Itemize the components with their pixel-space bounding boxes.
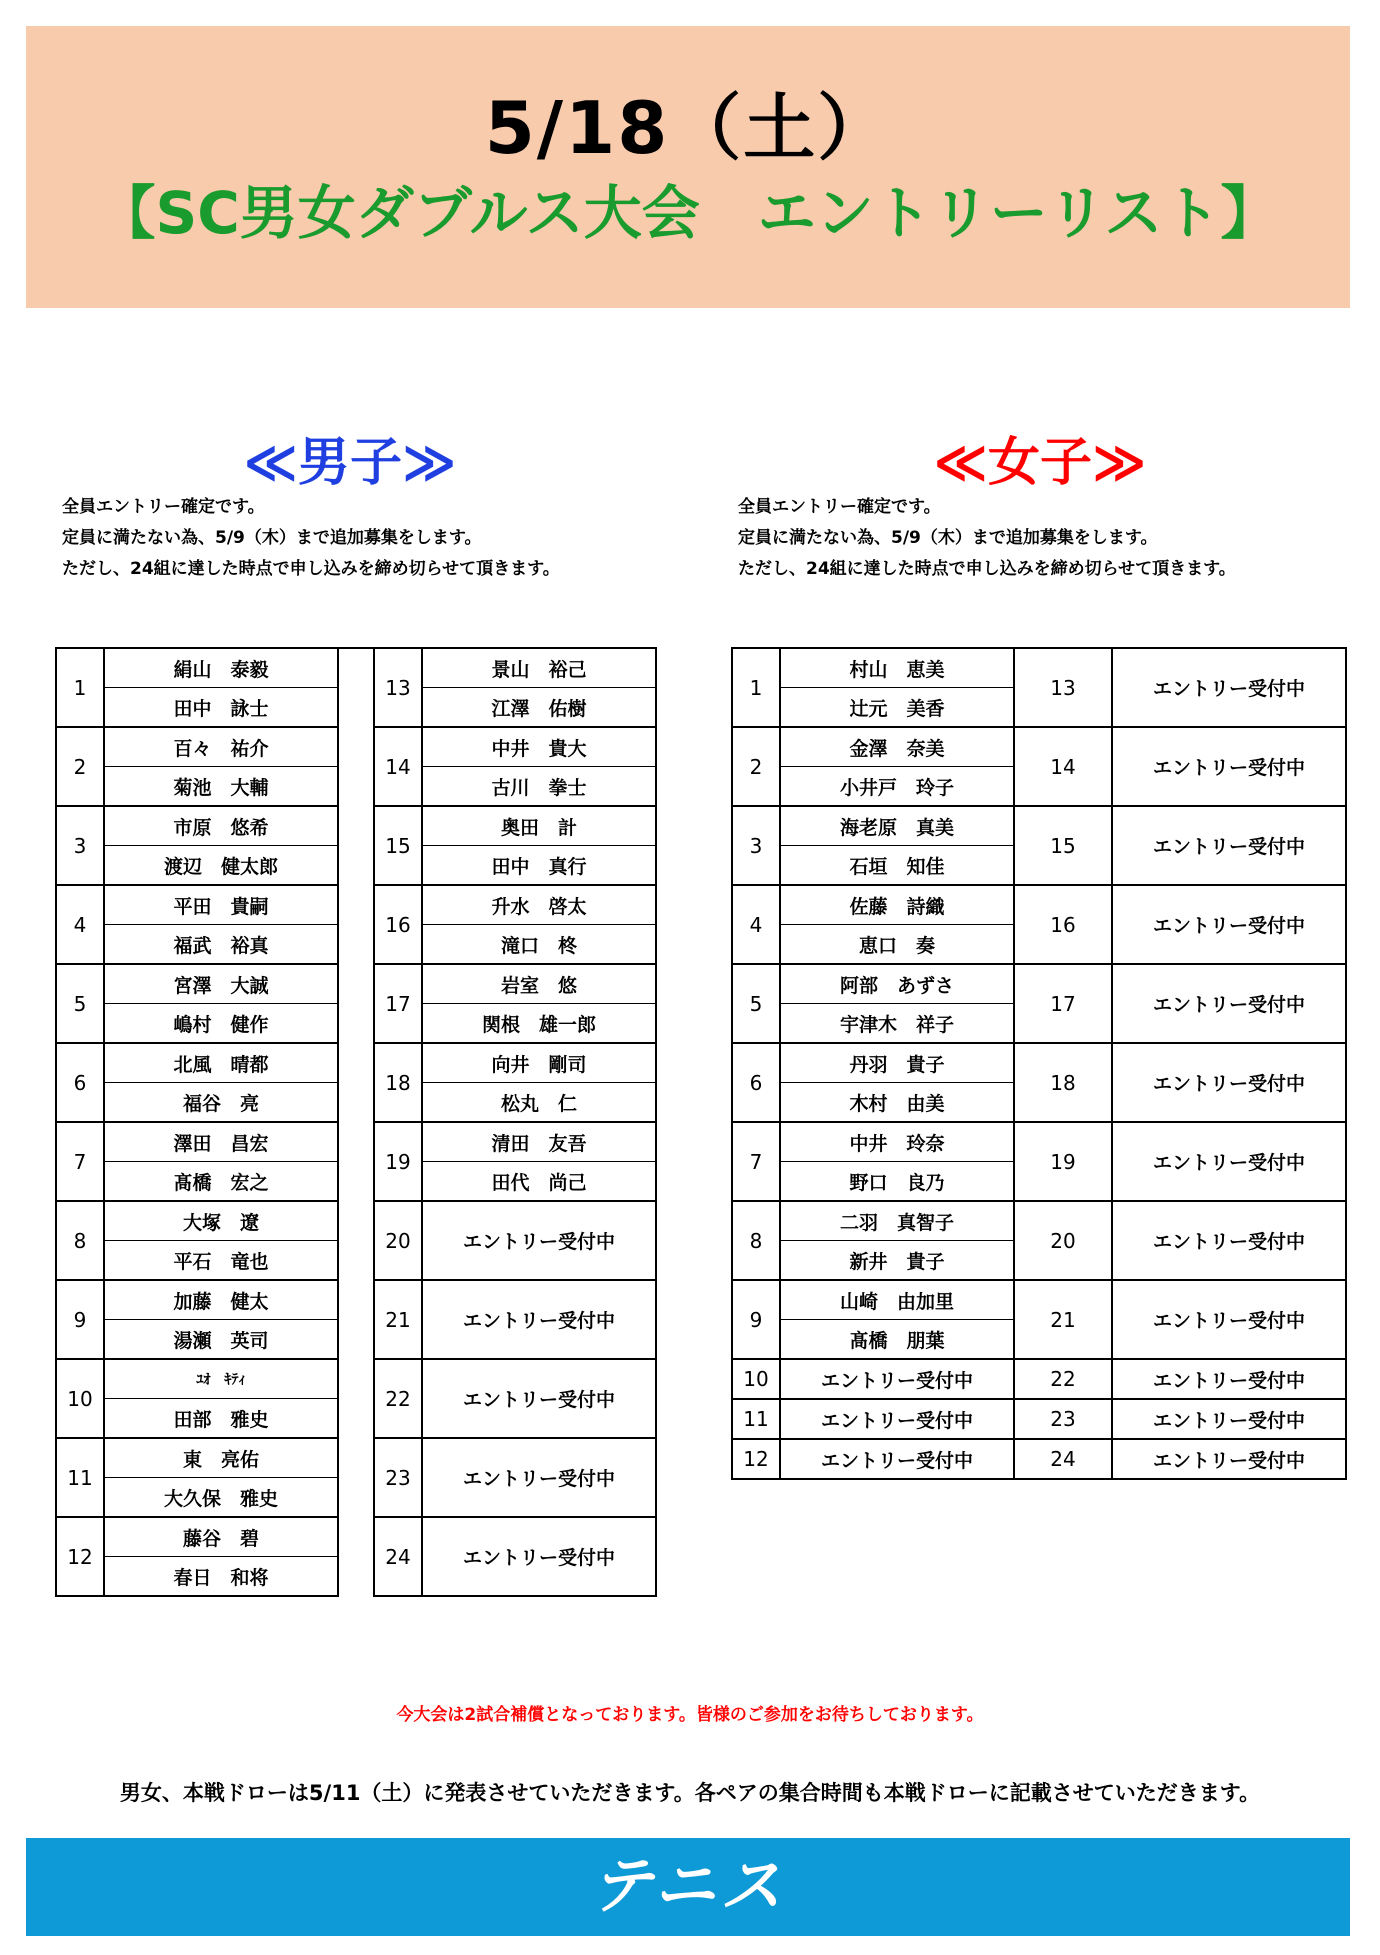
- entry-open-label: エントリー受付中: [1112, 885, 1346, 964]
- player-name: 田中 真行: [422, 846, 656, 886]
- player-name: 升水 啓太: [422, 885, 656, 925]
- women-notes: [738, 492, 1378, 585]
- player-name: 景山 裕己: [422, 648, 656, 688]
- notice-red: 今大会は2試合補償となっております。皆様のご参加をお待ちしております。: [396, 1705, 984, 1725]
- table-row: [732, 885, 1346, 925]
- pair-number: 4: [56, 885, 104, 964]
- pair-number: 18: [1014, 1043, 1112, 1122]
- player-name: 菊池 大輔: [104, 767, 338, 807]
- player-name: 古川 拳士: [422, 767, 656, 807]
- pair-number: 23: [1014, 1399, 1112, 1439]
- player-name: 大久保 雅史: [104, 1478, 338, 1518]
- men-notes: [62, 492, 702, 585]
- player-name: 澤田 昌宏: [104, 1122, 338, 1162]
- column-gap: [338, 1201, 374, 1280]
- table-row: [732, 1122, 1346, 1162]
- table-row: [56, 1043, 656, 1083]
- pair-number: 21: [1014, 1280, 1112, 1359]
- player-name: 木村 由美: [780, 1083, 1014, 1123]
- column-gap: [338, 885, 374, 964]
- player-name: 田代 尚己: [422, 1162, 656, 1202]
- entry-open-label: エントリー受付中: [1112, 1122, 1346, 1201]
- pair-number: 22: [1014, 1359, 1112, 1399]
- player-name: 平石 竜也: [104, 1241, 338, 1281]
- table-row: [732, 1043, 1346, 1083]
- player-name: 滝口 柊: [422, 925, 656, 965]
- women-note-line: ただし、24組に達した時点で申し込みを締め切らせて頂きます。: [738, 559, 1236, 579]
- table-row: [56, 1122, 656, 1162]
- column-gap: [338, 1438, 374, 1517]
- player-name: ﾕｵ ｷﾃｨ: [104, 1359, 338, 1399]
- entry-open-label: エントリー受付中: [422, 1517, 656, 1596]
- entry-open-label: エントリー受付中: [1112, 1043, 1346, 1122]
- entry-open-label: エントリー受付中: [422, 1280, 656, 1359]
- player-name: 小井戸 玲子: [780, 767, 1014, 807]
- pair-number: 7: [732, 1122, 780, 1201]
- player-name: 渡辺 健太郎: [104, 846, 338, 886]
- player-name: 阿部 あずさ: [780, 964, 1014, 1004]
- pair-number: 2: [732, 727, 780, 806]
- player-name: 加藤 健太: [104, 1280, 338, 1320]
- player-name: 丹羽 貴子: [780, 1043, 1014, 1083]
- player-name: 山崎 由加里: [780, 1280, 1014, 1320]
- pair-number: 6: [732, 1043, 780, 1122]
- player-name: 奥田 計: [422, 806, 656, 846]
- pair-number: 5: [56, 964, 104, 1043]
- column-gap: [338, 648, 374, 727]
- player-name: 田部 雅史: [104, 1399, 338, 1439]
- entry-open-label: エントリー受付中: [780, 1399, 1014, 1439]
- player-name: 藤谷 碧: [104, 1517, 338, 1557]
- pair-number: 18: [374, 1043, 422, 1122]
- player-name: 福谷 亮: [104, 1083, 338, 1123]
- women-note-line: 定員に満たない為、5/9（木）まで追加募集をします。: [738, 528, 1158, 548]
- column-gap: [338, 964, 374, 1043]
- player-name: 村山 恵美: [780, 648, 1014, 688]
- player-name: 松丸 仁: [422, 1083, 656, 1123]
- column-gap: [338, 1517, 374, 1596]
- pair-number: 23: [374, 1438, 422, 1517]
- pair-number: 7: [56, 1122, 104, 1201]
- player-name: 石垣 知佳: [780, 846, 1014, 886]
- pair-number: 3: [732, 806, 780, 885]
- pair-number: 3: [56, 806, 104, 885]
- men-entry-table: [55, 647, 657, 1597]
- pair-number: 17: [1014, 964, 1112, 1043]
- player-name: 嶋村 健作: [104, 1004, 338, 1044]
- table-row: [56, 1359, 656, 1399]
- men-note-line: 全員エントリー確定です。: [62, 497, 265, 517]
- pair-number: 15: [374, 806, 422, 885]
- women-entry-table: [731, 647, 1347, 1480]
- entry-open-label: エントリー受付中: [1112, 1399, 1346, 1439]
- pair-number: 12: [56, 1517, 104, 1596]
- pair-number: 6: [56, 1043, 104, 1122]
- column-gap: [338, 1280, 374, 1359]
- table-row: [732, 806, 1346, 846]
- column-gap: [338, 727, 374, 806]
- table-row: [56, 1438, 656, 1478]
- notice-bottom: 男女、本戦ドローは5/11（土）に発表させていただきます。各ペアの集合時間も本戦ドローに記載させていただきます。: [119, 1781, 1261, 1805]
- table-row: [56, 1201, 656, 1241]
- pair-number: 22: [374, 1359, 422, 1438]
- pair-number: 15: [1014, 806, 1112, 885]
- player-name: 金澤 奈美: [780, 727, 1014, 767]
- player-name: 海老原 真美: [780, 806, 1014, 846]
- player-name: 中井 玲奈: [780, 1122, 1014, 1162]
- player-name: 絹山 泰毅: [104, 648, 338, 688]
- pair-number: 13: [374, 648, 422, 727]
- player-name: 中井 貴大: [422, 727, 656, 767]
- table-row: [732, 964, 1346, 1004]
- pair-number: 4: [732, 885, 780, 964]
- pair-number: 14: [374, 727, 422, 806]
- player-name: 北風 晴都: [104, 1043, 338, 1083]
- table-row: [56, 1280, 656, 1320]
- player-name: 東 亮佑: [104, 1438, 338, 1478]
- player-name: 市原 悠希: [104, 806, 338, 846]
- player-name: 岩室 悠: [422, 964, 656, 1004]
- entry-open-label: エントリー受付中: [1112, 727, 1346, 806]
- player-name: 清田 友吾: [422, 1122, 656, 1162]
- pair-number: 13: [1014, 648, 1112, 727]
- player-name: 髙橋 宏之: [104, 1162, 338, 1202]
- entry-open-label: エントリー受付中: [1112, 648, 1346, 727]
- column-gap: [338, 1043, 374, 1122]
- entry-open-label: エントリー受付中: [422, 1438, 656, 1517]
- pair-number: 1: [56, 648, 104, 727]
- page-title: 【SC男女ダブルス大会 エントリーリスト】: [97, 179, 1279, 247]
- player-name: 新井 貴子: [780, 1241, 1014, 1281]
- women-note-line: 全員エントリー確定です。: [738, 497, 941, 517]
- player-name: 髙橋 朋葉: [780, 1320, 1014, 1360]
- player-name: 湯瀬 英司: [104, 1320, 338, 1360]
- entry-open-label: エントリー受付中: [1112, 1439, 1346, 1479]
- pair-number: 24: [1014, 1439, 1112, 1479]
- pair-number: 8: [732, 1201, 780, 1280]
- player-name: 関根 雄一郎: [422, 1004, 656, 1044]
- table-row: [732, 1201, 1346, 1241]
- table-row: [56, 964, 656, 1004]
- pair-number: 9: [56, 1280, 104, 1359]
- column-gap: [338, 806, 374, 885]
- column-gap: [338, 1359, 374, 1438]
- header-banner: [26, 26, 1350, 308]
- pair-number: 11: [732, 1399, 780, 1439]
- player-name: 辻元 美香: [780, 688, 1014, 728]
- entry-open-label: エントリー受付中: [780, 1359, 1014, 1399]
- entry-open-label: エントリー受付中: [422, 1201, 656, 1280]
- men-section-title: ≪男子≫: [243, 433, 457, 493]
- pair-number: 19: [1014, 1122, 1112, 1201]
- pair-number: 20: [1014, 1201, 1112, 1280]
- event-date: 5/18（土）: [484, 86, 892, 170]
- entry-open-label: エントリー受付中: [1112, 1359, 1346, 1399]
- tennis-logo: テニス: [590, 1849, 786, 1922]
- pair-number: 2: [56, 727, 104, 806]
- player-name: 百々 祐介: [104, 727, 338, 767]
- entry-open-label: エントリー受付中: [1112, 1280, 1346, 1359]
- pair-number: 24: [374, 1517, 422, 1596]
- pair-number: 10: [732, 1359, 780, 1399]
- player-name: 春日 和将: [104, 1557, 338, 1597]
- pair-number: 19: [374, 1122, 422, 1201]
- entry-open-label: エントリー受付中: [1112, 964, 1346, 1043]
- table-row: [732, 648, 1346, 688]
- entry-open-label: エントリー受付中: [1112, 1201, 1346, 1280]
- column-gap: [338, 1122, 374, 1201]
- player-name: 佐藤 詩織: [780, 885, 1014, 925]
- pair-number: 12: [732, 1439, 780, 1479]
- player-name: 平田 貴嗣: [104, 885, 338, 925]
- entry-open-label: エントリー受付中: [422, 1359, 656, 1438]
- men-note-line: 定員に満たない為、5/9（木）まで追加募集をします。: [62, 528, 482, 548]
- player-name: 恵口 奏: [780, 925, 1014, 965]
- player-name: 福武 裕真: [104, 925, 338, 965]
- pair-number: 10: [56, 1359, 104, 1438]
- table-row: [56, 806, 656, 846]
- pair-number: 20: [374, 1201, 422, 1280]
- pair-number: 5: [732, 964, 780, 1043]
- table-row: [732, 1280, 1346, 1320]
- pair-number: 8: [56, 1201, 104, 1280]
- table-row: [56, 727, 656, 767]
- women-section-title: ≪女子≫: [933, 433, 1147, 493]
- footer-banner: [26, 1838, 1350, 1936]
- pair-number: 11: [56, 1438, 104, 1517]
- player-name: 田中 詠士: [104, 688, 338, 728]
- table-row: [56, 1517, 656, 1557]
- pair-number: 17: [374, 964, 422, 1043]
- table-row: [732, 727, 1346, 767]
- entry-open-label: エントリー受付中: [1112, 806, 1346, 885]
- player-name: 宮澤 大誠: [104, 964, 338, 1004]
- men-note-line: ただし、24組に達した時点で申し込みを締め切らせて頂きます。: [62, 559, 560, 579]
- pair-number: 16: [374, 885, 422, 964]
- player-name: 大塚 遼: [104, 1201, 338, 1241]
- table-row: [56, 885, 656, 925]
- pair-number: 14: [1014, 727, 1112, 806]
- pair-number: 1: [732, 648, 780, 727]
- player-name: 向井 剛司: [422, 1043, 656, 1083]
- player-name: 野口 良乃: [780, 1162, 1014, 1202]
- player-name: 二羽 真智子: [780, 1201, 1014, 1241]
- player-name: 江澤 佑樹: [422, 688, 656, 728]
- pair-number: 21: [374, 1280, 422, 1359]
- pair-number: 9: [732, 1280, 780, 1359]
- table-row: [56, 648, 656, 688]
- pair-number: 16: [1014, 885, 1112, 964]
- entry-open-label: エントリー受付中: [780, 1439, 1014, 1479]
- player-name: 宇津木 祥子: [780, 1004, 1014, 1044]
